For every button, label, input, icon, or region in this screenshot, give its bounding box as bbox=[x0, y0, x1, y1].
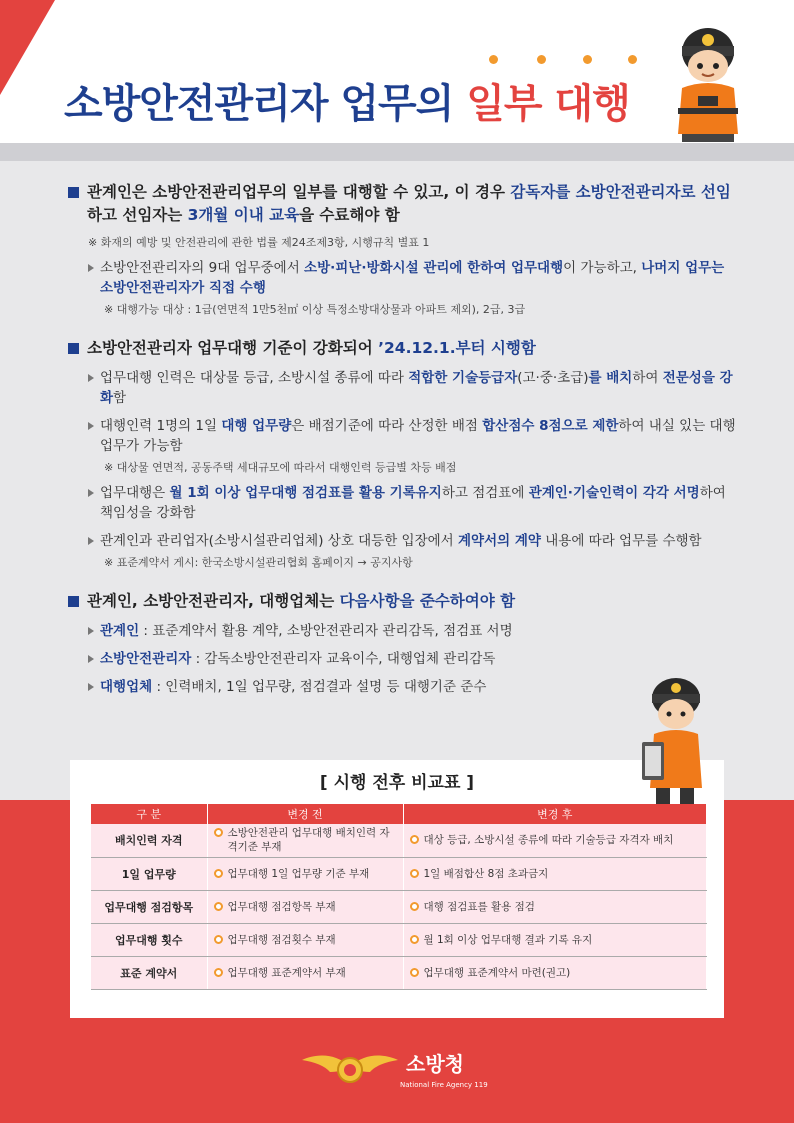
fire-agency-emblem-icon bbox=[300, 1042, 400, 1092]
triangle-bullet-icon bbox=[88, 655, 94, 663]
divider-stripe bbox=[0, 143, 794, 161]
section-3-heading: 관계인, 소방안전관리자, 대행업체는 다음사항을 준수하여야 함 bbox=[66, 590, 736, 613]
row-label: 1일 업무량 bbox=[91, 857, 207, 890]
contract-note: ※ 표준계약서 게시: 한국소방시설관리협회 홈페이지 → 공지사항 bbox=[104, 556, 413, 569]
list-item: 업무대행 인력은 대상물 등급, 소방시설 종류에 따라 적합한 기술등급자(고·중·초급)를 배치하여 전문성을 강화함 bbox=[88, 368, 736, 408]
cell-after: 대행 점검표를 활용 점검 bbox=[423, 900, 535, 913]
page-title bbox=[64, 72, 630, 129]
cell-before: 업무대행 점검횟수 부재 bbox=[227, 933, 336, 946]
cell-before: 업무대행 점검항목 부재 bbox=[227, 900, 336, 913]
table-row bbox=[91, 956, 707, 989]
row-label: 업무대행 횟수 bbox=[91, 923, 207, 956]
content-area bbox=[66, 175, 736, 697]
list-item: 대행업체 : 인력배치, 1일 업무량, 점검결과 설명 등 대행기준 준수 bbox=[88, 677, 736, 697]
title-dot bbox=[537, 55, 546, 64]
corner-accent bbox=[0, 0, 55, 95]
header-after: 변경 후 bbox=[403, 804, 707, 824]
table-row bbox=[91, 824, 707, 857]
cell-before: 업무대행 1일 업무량 기준 부재 bbox=[227, 867, 370, 880]
header-category: 구 분 bbox=[91, 804, 207, 824]
cell-after: 업무대행 표준계약서 마련(권고) bbox=[423, 966, 571, 979]
triangle-bullet-icon bbox=[88, 374, 94, 382]
row-label: 업무대행 점검항목 bbox=[91, 890, 207, 923]
table-row bbox=[91, 857, 707, 890]
circle-bullet-icon bbox=[410, 935, 419, 944]
title-dot bbox=[489, 55, 498, 64]
table-caption: [ 시행 전후 비교표 ] bbox=[319, 773, 475, 793]
triangle-bullet-icon bbox=[88, 683, 94, 691]
comparison-table bbox=[91, 804, 707, 990]
cell-before: 업무대행 표준계약서 부재 bbox=[227, 966, 346, 979]
table-row bbox=[91, 923, 707, 956]
header-before: 변경 전 bbox=[207, 804, 403, 824]
agency-name: 소방청 bbox=[406, 1052, 464, 1076]
firefighter-mascot-icon bbox=[668, 16, 748, 144]
cell-before: 소방안전관리 업무대행 배치인력 자격기준 부재 bbox=[227, 827, 390, 854]
triangle-bullet-icon bbox=[88, 537, 94, 545]
square-bullet-icon bbox=[68, 343, 79, 354]
list-item: 업무대행은 월 1회 이상 업무대행 점검표를 활용 기록유지하고 점검표에 관계인·기술인력이 각각 서명하여 책임성을 강화함 bbox=[88, 483, 736, 523]
triangle-bullet-icon bbox=[88, 627, 94, 635]
circle-bullet-icon bbox=[214, 828, 223, 837]
section-2-heading: 소방안전관리자 업무대행 기준이 강화되어 ’24.12.1.부터 시행함 bbox=[66, 337, 736, 360]
cell-after: 대상 등급, 소방시설 종류에 따라 기술등급 자격자 배치 bbox=[423, 834, 674, 847]
list-item: 관계인과 관리업자(소방시설관리업체) 상호 대등한 입장에서 계약서의 계약 내용에 따라 업무를 수행함 bbox=[88, 531, 736, 551]
table-header-row bbox=[91, 804, 707, 824]
square-bullet-icon bbox=[68, 596, 79, 607]
agency-name-en: National Fire Agency 119 bbox=[400, 1081, 488, 1089]
circle-bullet-icon bbox=[410, 902, 419, 911]
circle-bullet-icon bbox=[214, 968, 223, 977]
eligibility-note: ※ 대행가능 대상 : 1급(연면적 1만5천㎡ 이상 특정소방대상물과 아파트 제외), 2급, 3급 bbox=[104, 303, 526, 316]
circle-bullet-icon bbox=[214, 869, 223, 878]
circle-bullet-icon bbox=[410, 869, 419, 878]
title-accent: 일부 대행 bbox=[466, 81, 630, 127]
circle-bullet-icon bbox=[214, 935, 223, 944]
circle-bullet-icon bbox=[410, 968, 419, 977]
cell-after: 월 1회 이상 업무대행 결과 기록 유지 bbox=[423, 933, 593, 946]
title-dot bbox=[583, 55, 592, 64]
list-item: 소방안전관리자 : 감독소방안전관리자 교육이수, 대행업체 관리감독 bbox=[88, 649, 736, 669]
title-dot bbox=[628, 55, 637, 64]
triangle-bullet-icon bbox=[88, 489, 94, 497]
triangle-bullet-icon bbox=[88, 422, 94, 430]
circle-bullet-icon bbox=[214, 902, 223, 911]
row-label: 배치인력 자격 bbox=[91, 824, 207, 857]
title-main: 소방안전관리자 업무의 bbox=[64, 81, 467, 127]
table-row bbox=[91, 890, 707, 923]
law-note: ※ 화재의 예방 및 안전관리에 관한 법률 제24조제3항, 시행규칙 별표 1 bbox=[88, 236, 430, 249]
score-note: ※ 대상물 연면적, 공동주택 세대규모에 따라서 대행인력 등급별 차등 배점 bbox=[104, 461, 457, 474]
list-item: 관계인 : 표준계약서 활용 계약, 소방안전관리자 관리감독, 점검표 서명 bbox=[88, 621, 736, 641]
circle-bullet-icon bbox=[410, 835, 419, 844]
list-item: 소방안전관리자의 9대 업무중에서 소방·피난·방화시설 관리에 한하여 업무대행이 가능하고, 나머지 업무는 소방안전관리자가 직접 수행 bbox=[88, 258, 736, 298]
row-label: 표준 계약서 bbox=[91, 956, 207, 989]
cell-after: 1일 배점합산 8점 초과금지 bbox=[423, 867, 549, 880]
square-bullet-icon bbox=[68, 187, 79, 198]
triangle-bullet-icon bbox=[88, 264, 94, 272]
list-item: 대행인력 1명의 1일 대행 업무량은 배점기준에 따라 산정한 배점 합산점수 8점으로 제한하여 내실 있는 대행업무가 가능함 bbox=[88, 416, 736, 456]
section-1-heading: 관계인은 소방안전관리업무의 일부를 대행할 수 있고, 이 경우 감독자를 소방안전관리자로 선임하고 선임자는 3개월 이내 교육을 수료해야 함 bbox=[66, 181, 736, 227]
